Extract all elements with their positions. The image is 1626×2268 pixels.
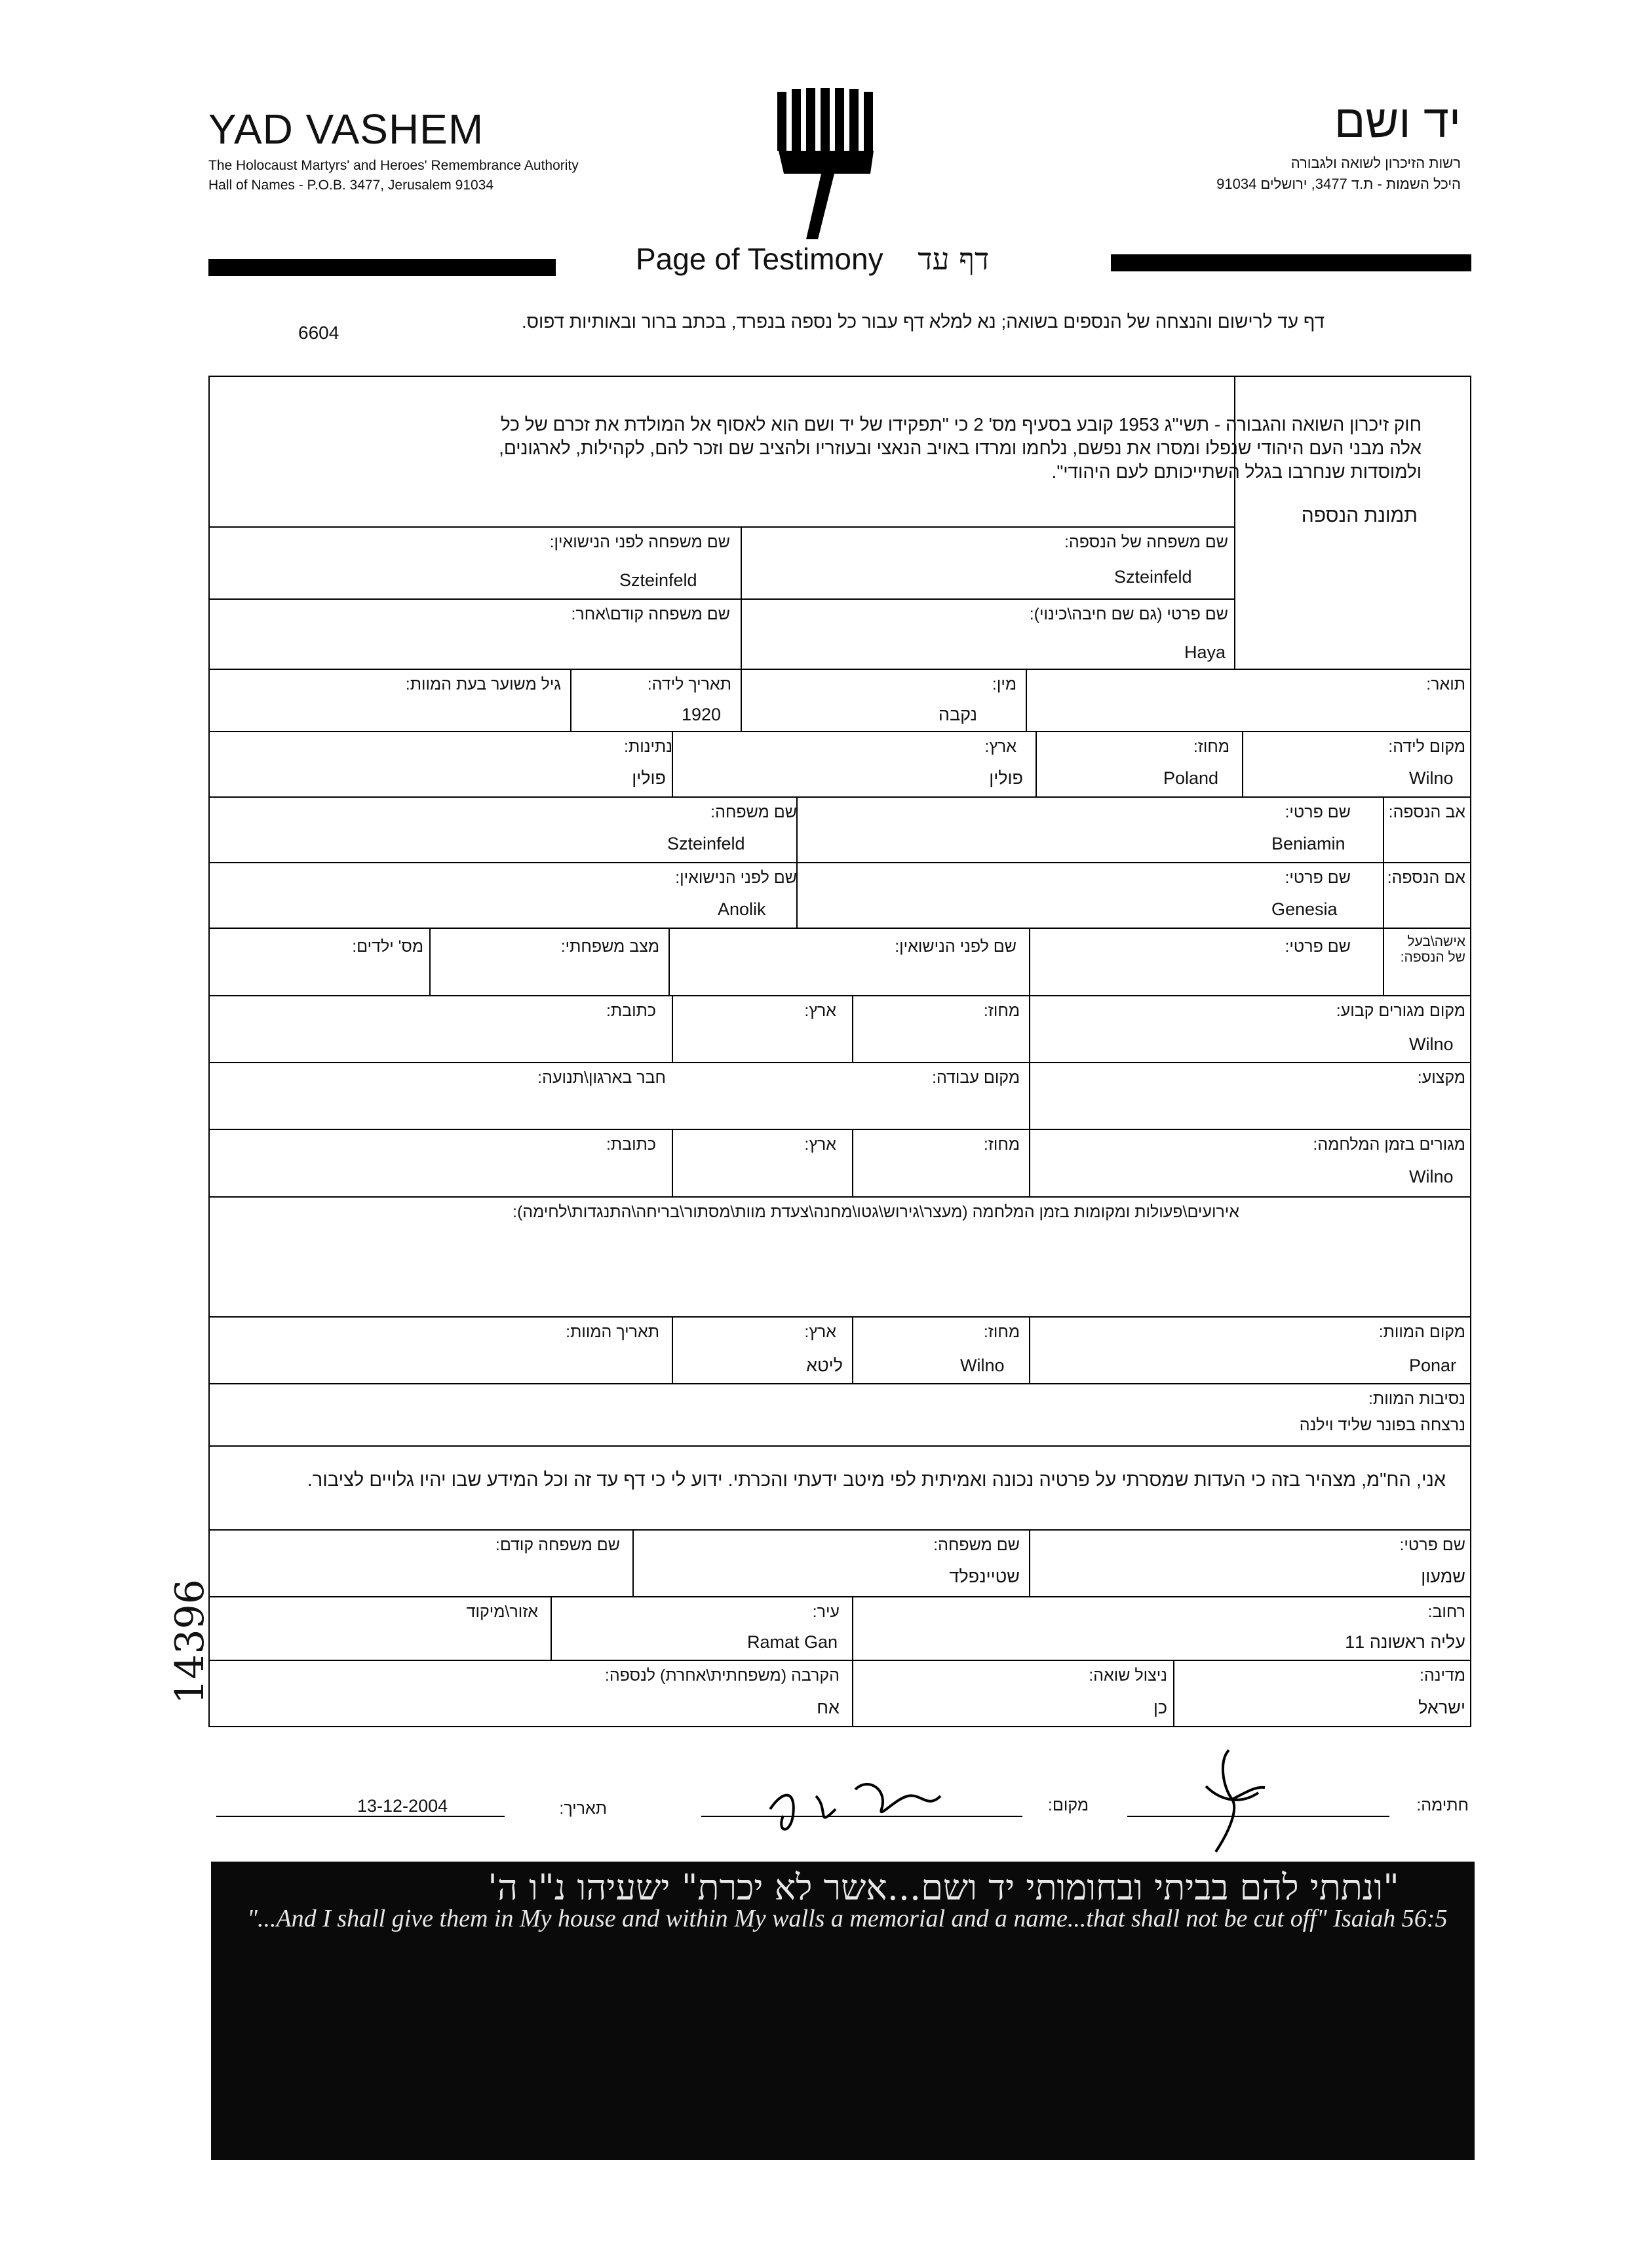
- divider: [570, 669, 571, 731]
- victim-first-name-label: שם פרטי (גם שם חיבה\כינוי):: [1029, 605, 1228, 623]
- divider: [208, 1383, 1471, 1384]
- divider: [1029, 1529, 1030, 1596]
- page-title-english: Page of Testimony: [636, 242, 883, 276]
- birth-district-label: מחוז:: [1193, 737, 1229, 756]
- divider: [208, 1196, 1471, 1198]
- father-first-label: שם פרטי:: [1285, 803, 1351, 821]
- birth-date-label: תאריך לידה:: [647, 675, 731, 694]
- submitter-city-label: עיר:: [812, 1603, 840, 1621]
- birth-country-label: ארץ:: [984, 737, 1016, 756]
- divider: [208, 1129, 1471, 1130]
- submitter-last-value[interactable]: שטיינפלד: [949, 1567, 1020, 1586]
- divider: [208, 796, 1471, 798]
- org-subtitle-line-2: Hall of Names - P.O.B. 3477, Jerusalem 91034: [208, 178, 494, 193]
- nationality-label: נתינות:: [624, 737, 672, 756]
- form-code: 6604: [298, 323, 339, 343]
- signature-label: חתימה:: [1416, 1796, 1469, 1814]
- workplace-label: מקום עבודה:: [932, 1068, 1020, 1087]
- mother-maiden-label: שם לפני הנישואין:: [675, 869, 797, 887]
- birth-place-label: מקום לידה:: [1388, 737, 1465, 756]
- residence-value[interactable]: Wilno: [1409, 1034, 1454, 1054]
- declaration-text: אני, הח"מ, מצהיר בזה כי העדות שמסרתי על פרטיה נכונה ואמיתית לפי מיטב ידעתי והכרתי. ידוע לי כי דף עד זה וכל המידע שבו יהיו גלויים לציבור.: [307, 1470, 1446, 1491]
- divider: [208, 928, 1471, 929]
- signature-icon: [1167, 1747, 1285, 1858]
- divider: [852, 1660, 853, 1727]
- divider: [852, 1596, 853, 1660]
- spouse-first-label: שם פרטי:: [1285, 937, 1351, 956]
- verse-hebrew: "ונתתי להם בביתי ובחומותי יד ושם...אשר לא יכרת" ישעיהו נ"ו ה': [488, 1867, 1399, 1908]
- divider: [429, 928, 431, 995]
- birth-date-value[interactable]: 1920: [682, 705, 722, 724]
- org-subtitle-he-line-1: רשות הזיכרון לשואה ולגבורה: [1290, 155, 1461, 171]
- spouse-maiden-label: שם לפני הנישואין:: [895, 937, 1016, 956]
- date-value[interactable]: 13-12-2004: [357, 1796, 448, 1816]
- holocaust-survivor-value[interactable]: כן: [1153, 1698, 1167, 1717]
- relation-value[interactable]: אח: [817, 1698, 840, 1717]
- submitter-country-value[interactable]: ישראל: [1418, 1698, 1465, 1717]
- submitter-country-label: מדינה:: [1419, 1666, 1465, 1685]
- divider: [632, 1529, 634, 1596]
- wartime-country-label: ארץ:: [804, 1135, 836, 1154]
- page-title-hebrew: דף עד: [918, 241, 990, 277]
- submitter-first-value[interactable]: שמעון: [1421, 1567, 1465, 1586]
- handwritten-place-icon: [757, 1770, 993, 1842]
- divider: [208, 1596, 1471, 1597]
- mother-maiden-value[interactable]: Anolik: [718, 899, 766, 919]
- divider: [208, 669, 1471, 670]
- wartime-residence-value[interactable]: Wilno: [1409, 1167, 1454, 1186]
- wartime-address-label: כתובת:: [606, 1135, 656, 1154]
- death-place-value[interactable]: Ponar: [1409, 1356, 1457, 1375]
- wartime-events-label: אירועים\פעולות ומקומות בזמן המלחמה (מעצר\גירוש\גטו\מחנה\צעדת מוות\מסתור\בריחה\התנגדות\לחימה):: [513, 1203, 1239, 1221]
- org-name-hebrew: יד ושם: [1334, 96, 1461, 147]
- submitter-first-label: שם פרטי:: [1399, 1536, 1465, 1554]
- victim-maiden-name-value[interactable]: Szteinfeld: [619, 570, 697, 590]
- death-district-value[interactable]: Wilno: [960, 1356, 1005, 1375]
- page-title: [636, 241, 989, 277]
- divider: [208, 995, 1471, 996]
- testimony-form: [208, 376, 1471, 1727]
- divider: [1173, 1660, 1174, 1727]
- title-label: תואר:: [1426, 675, 1465, 694]
- divider: [672, 1316, 673, 1383]
- archive-number: 14396: [167, 1579, 213, 1704]
- submitter-city-value[interactable]: Ramat Gan: [747, 1632, 838, 1652]
- father-first-value[interactable]: Beniamin: [1271, 834, 1345, 853]
- org-subtitle-english: [208, 156, 579, 195]
- residence-address-label: כתובת:: [606, 1002, 656, 1020]
- divider: [208, 1529, 1471, 1531]
- holocaust-survivor-label: ניצול שואה:: [1089, 1666, 1167, 1685]
- wartime-district-label: מחוז:: [983, 1135, 1020, 1154]
- spouse-row-label: [1401, 934, 1465, 966]
- divider: [741, 526, 742, 669]
- divider: [1029, 928, 1030, 995]
- divider: [672, 1129, 673, 1196]
- age-at-death-label: גיל משוער בעת המוות:: [405, 675, 561, 694]
- divider: [551, 1596, 552, 1660]
- nationality-value[interactable]: פולין: [632, 768, 666, 788]
- submitter-zip-label: אזור\מיקוד: [466, 1603, 538, 1621]
- death-district-label: מחוז:: [983, 1323, 1020, 1341]
- yad-vashem-logo-icon: [772, 85, 880, 243]
- divider: [668, 928, 670, 995]
- organization-member-label: חבר בארגון\תנועה:: [537, 1068, 666, 1087]
- residence-label: מקום מגורים קבוע:: [1336, 1002, 1465, 1020]
- date-label: תאריך:: [559, 1799, 607, 1818]
- children-count-label: מס' ילדים:: [352, 937, 423, 956]
- divider: [208, 526, 1234, 528]
- death-circumstances-value[interactable]: נרצחה בפונר שליד וילנה: [1299, 1416, 1465, 1434]
- mother-row-label: אם הנספה:: [1387, 869, 1465, 887]
- death-country-label: ארץ:: [804, 1323, 836, 1341]
- divider: [208, 1660, 1471, 1661]
- divider: [208, 731, 1471, 732]
- divider: [1029, 995, 1030, 1196]
- divider: [1026, 669, 1027, 731]
- law-text: חוק זיכרון השואה והגבורה - תשי"ג 1953 קובע בסעיף מס' 2 כי "תפקידו של יד ושם הוא לאסוף אל המולדת את זכרם של כל אלה מבני העם היהודי שנפלו ומסרו את נפשם, נלחמו ומרדו באויב הנאצי ובעוזריו ולהציב שם וזכר להם, לקהילות, לארגונים, ולמוסדות שנחרבו בגלל השתייכותם לעם היהודי".: [499, 414, 1422, 482]
- spouse-row-label-2: של הנספה:: [1400, 950, 1465, 965]
- org-subtitle-line-1: The Holocaust Martyrs' and Heroes' Remembrance Authority: [208, 158, 579, 173]
- wartime-residence-label: מגורים בזמן המלחמה:: [1313, 1135, 1465, 1154]
- marital-status-label: מצב משפחתי:: [560, 937, 659, 956]
- relation-label: הקרבה (משפחתית\אחרת) לנספה:: [604, 1666, 840, 1685]
- divider: [1029, 1316, 1030, 1383]
- divider: [208, 1316, 1471, 1318]
- victim-first-name-value[interactable]: Haya: [1184, 642, 1226, 662]
- divider: [852, 995, 853, 1062]
- death-date-label: תאריך המוות:: [566, 1323, 659, 1341]
- photo-label: תמונת הנספה: [1301, 505, 1418, 526]
- divider: [1242, 731, 1243, 796]
- divider: [672, 995, 673, 1062]
- mother-first-label: שם פרטי:: [1285, 869, 1351, 887]
- place-label: מקום:: [1047, 1796, 1089, 1814]
- header-bar-left: [208, 259, 556, 276]
- divider: [208, 1445, 1471, 1447]
- father-row-label: אב הנספה:: [1388, 803, 1465, 821]
- birth-district-value[interactable]: Poland: [1163, 768, 1219, 788]
- father-last-value[interactable]: Szteinfeld: [667, 834, 745, 853]
- submitter-prev-name-label: שם משפחה קודם:: [495, 1536, 620, 1554]
- divider: [1383, 796, 1384, 996]
- victim-maiden-name-label: שם משפחה לפני הנישואין:: [549, 533, 730, 551]
- mother-first-value[interactable]: Genesia: [1271, 899, 1338, 919]
- submitter-last-label: שם משפחה:: [933, 1536, 1020, 1554]
- death-circumstances-label: נסיבות המוות:: [1368, 1390, 1465, 1408]
- divider: [208, 598, 1234, 600]
- verse-english: "...And I shall give them in My house and within My walls a memorial and a name...that shall not be cut off" Isaiah 56:5: [247, 1905, 1448, 1932]
- divider: [852, 1129, 853, 1196]
- verse-banner: [211, 1862, 1475, 2160]
- divider: [852, 1316, 853, 1383]
- birth-place-value[interactable]: Wilno: [1409, 768, 1454, 788]
- form-instructions: דף עד לרישום והנצחה של הנספים בשואה; נא למלא דף עבור כל נספה בנפרד, בכתב ברור ובאותיות דפוס.: [521, 311, 1325, 332]
- father-last-label: שם משפחה:: [710, 803, 797, 821]
- death-country-value[interactable]: ליטא: [806, 1356, 843, 1375]
- spouse-row-label-1: אישה\בעל: [1407, 934, 1465, 949]
- gender-label: מין:: [992, 675, 1016, 694]
- victim-last-name-value[interactable]: Szteinfeld: [1114, 567, 1192, 587]
- profession-label: מקצוע:: [1417, 1068, 1465, 1087]
- gender-value[interactable]: נקבה: [938, 705, 977, 724]
- victim-last-name-label: שם משפחה של הנספה:: [1064, 533, 1228, 551]
- submitter-street-label: רחוב:: [1427, 1603, 1465, 1621]
- residence-country-label: ארץ:: [804, 1002, 836, 1020]
- divider: [1036, 731, 1037, 796]
- birth-country-value[interactable]: פולין: [989, 768, 1023, 788]
- submitter-street-value[interactable]: עליה ראשונה 11: [1345, 1632, 1465, 1652]
- divider: [208, 1062, 1471, 1063]
- residence-district-label: מחוז:: [983, 1002, 1020, 1020]
- death-place-label: מקום המוות:: [1378, 1323, 1465, 1341]
- divider: [741, 669, 742, 731]
- header-bar-right: [1111, 254, 1471, 271]
- victim-previous-name-label: שם משפחה קודם\אחר:: [571, 605, 730, 623]
- org-subtitle-hebrew: [1216, 153, 1461, 195]
- org-subtitle-he-line-2: היכל השמות - ת.ד 3477, ירושלים 91034: [1216, 176, 1461, 192]
- divider: [208, 862, 1471, 863]
- org-name-english: YAD VASHEM: [208, 106, 484, 153]
